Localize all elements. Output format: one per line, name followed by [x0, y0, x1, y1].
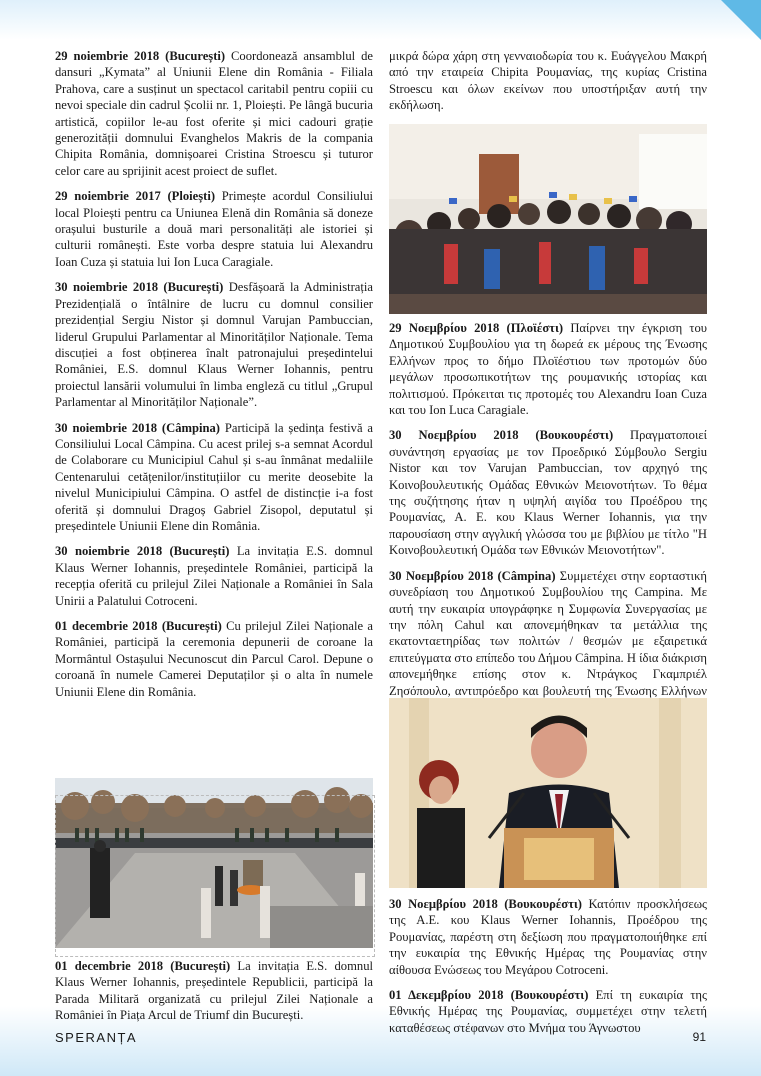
entry-text: Desfășoară la Administrația Prezidențială o întâlnire de lucru cu domnul consilier prezidențial Sergiu Nistor și domnul Varujan Pambuccian, liderul Grupului Parlamentar al Minorităților Naționale. Tema discuției a fost obținerea înalt patronajului președintelui României, E.S. domnul Klaus Werner Iohannis, pentru proiectul lansării volumului în limba engleză cu titlul „Grupul Parlamentar al Minorităților Naționale”. — [55, 280, 373, 410]
entry-text: Επί τη ευκαιρία της Εθνικής Ημέρας της Ρουμανίας, συμμετέχει στην τελετή καταθέσεως στέφανων στο Μνήμα του Άγνωστου — [389, 988, 707, 1035]
entry-paragraph — [389, 320, 707, 418]
entry-date: 30 noiembrie 2018 (Câmpina) — [55, 420, 220, 435]
entry-date: 30 noiembrie 2018 (București) — [55, 280, 224, 295]
entry-text: Κατόπιν προσκλήσεως της Α.Ε. κου Klaus Werner Iohannis, Προέδρου της Ρουμανίας, παρέστη στη δεξίωση που πραγματοποιήθηκε επί την ευκαιρία της Εθνικής Ημέρας της Ρουμανίας στην αίθουσα Ενώσεως του Μεγάρου Cotroceni. — [389, 897, 707, 977]
entry-paragraph — [55, 420, 373, 535]
speaker-photo — [389, 698, 707, 888]
entry-text: Primește acordul Consiliului local Ploiești pentru ca Uniunea Elenă din România să doneze orașului busturile a două mari personalități ale istoriei și culturii românești. Este vorba despre statuia lui Alexandru Ioan Cuza și statuia lui Ion Luca Caragiale. — [55, 189, 373, 269]
entry-date: 29 noiembrie 2017 (Ploiești) — [55, 189, 216, 204]
entry-date: 01 decembrie 2018 (București) — [55, 619, 222, 633]
ceremony-photo — [55, 778, 373, 948]
entry-text: La invitația E.S. domnul Klaus Werner Iohannis, președintele Republicii, participă la Parada Militară organizată cu prilejul Zilei Naționale a României în Piața Arcul de Triumf din București. — [55, 959, 373, 1023]
entry-paragraph — [389, 987, 707, 1036]
entry-paragraph — [55, 279, 373, 410]
entry-text: Participă la ședința festivă a Consiliului Local Câmpina. Cu acest prilej s-a semnat Acordul de Colaborare cu Municipiul Cahul și s-au înmânat medaliile Centenarului cetățenilor/instituțiilor cu merite deosebite la nivelul Municipiului Câmpina. O astfel de distincție i-a fost oferită și domnului Dragoș Gabriel Zisopol, deputatul și președintele Uniunii Elene din România. — [55, 420, 373, 533]
entry-text: La invitația E.S. domnul Klaus Werner Iohannis, președintele României, participă la recepția oferită cu prilejul Zilei Naționale a României în Sala Unirii a Palatului Cotroceni. — [55, 544, 373, 608]
entry-text: Πραγματοποιεί συνάντηση εργασίας με τον Προεδρικό Σύμβουλο Sergiu Nistor και τον Varujan Pambuccian, τον αρχηγό της Κοινοβουλευτικής Ομάδας Εθνικών Μειονοτήτων. Το θέμα της συζήτησης ήταν η υψηλή αιγίδα του Προέδρου της Ρουμανίας, Α. Ε. κου Klaus Werner Iohannis, για την παρουσίαση στην αγγλική γλώσσα του με βιβλίου με τίτλο "Η Κοινοβουλευτική Ομάδα των Εθνικών Μειονοτήτων". — [389, 428, 708, 558]
entry-date: 30 Νοεμβρίου 2018 (Βουκουρέστι) — [389, 428, 614, 443]
entry-text: Coordonează ansamblul de dansuri „Kymata” al Uniunii Elene din România - Filiala Prahova, care a susținut un spectacol caritabil pentru copiii cu nevoi speciale din cadrul Școlii nr. 1, Ploiești. Pe lângă bucuria artistică, copiilor le-au fost oferite și mici cadouri grație generozității domnului Evanghelos Makris de la compania Chipita România, domnișoarei Cristina Stroescu și tuturor celor care au sprijinit acest proiect de suflet. — [55, 49, 373, 178]
page-number: 91 — [692, 1030, 706, 1044]
entry-date: 01 Δεκεμβρίου 2018 (Βουκουρέστι) — [389, 988, 589, 1003]
entry-paragraph — [55, 543, 373, 609]
entry-text: Cu prilejul Zilei Naționale a României, participă la ceremonia depunerii de coroane la Mormântul Ostașului Necunoscut din Parcul Carol. Depune o coroană în numele Camerei Deputaților și o alta în numele Uniunii Elene din România. — [55, 619, 373, 699]
entry-date: 30 noiembrie 2018 (București) — [55, 544, 230, 559]
top-band — [0, 0, 761, 40]
entry-date: 30 Νοεμβρίου 2018 (Βουκουρέστι) — [389, 897, 582, 911]
entry-paragraph — [389, 896, 707, 978]
entry-paragraph — [389, 427, 707, 558]
entry-paragraph — [55, 618, 373, 700]
left-bottom-text — [55, 958, 373, 1033]
magazine-name: SPERANȚA — [55, 1030, 138, 1045]
right-bottom-text — [389, 896, 707, 1045]
entry-text: μικρά δώρα χάρη στη γενναιοδωρία του κ. Ευάγγελου Μακρή από την εταιρεία Chipita Ρουμανίας, της κυρίας Cristina Stroescu και όλων εκείνων που υποστήριξαν αυτή την εκδήλωση. — [389, 49, 707, 113]
entry-text: Παίρνει την έγκριση του Δημοτικού Συμβουλίου για τη δωρεά εκ μέρους της Ένωσης Ελλήνων προς το δήμο Πλοϊέστιου των προτομών δύο μεγάλων προσωπικοτήτων της ρουμανικής ιστορίας και πολιτισμού. Πρόκειται τις προτομές του Alexandru Ioan Cuza και του Ion Luca Caragiale. — [389, 321, 708, 418]
entry-date: 30 Νοεμβρίου 2018 (Câmpina) — [389, 568, 556, 583]
entry-paragraph — [389, 568, 707, 716]
left-column — [55, 48, 373, 709]
right-top-text — [389, 48, 707, 123]
entry-date: 29 Νοεμβρίου 2018 (Πλοϊέστι) — [389, 321, 564, 335]
entry-paragraph — [55, 958, 373, 1024]
right-middle-text — [389, 320, 707, 724]
entry-paragraph — [55, 188, 373, 270]
entry-text: Συμμετέχει στην εορταστική συνεδρίαση του Δημοτικού Συμβουλίου της Campina. Με αυτή την ευκαιρία υπογράφηκε η Συμφωνία Συνεργασίας με την πόλη Cahul και απονεμήθηκαν τα μετάλλια της εκατονταετηρίδας των πολιτών / θεσμών με εξαιρετικά επιτεύγματα στο επίπεδο του Δήμου Câmpina. Η ίδια διάκριση απονεμήθηκε επίσης στον κ. Ντράγκος Γκαμπριέλ Ζησόπουλο, αντιπρόεδρο και βουλευτή της Ένωσης Ελλήνων — [389, 568, 708, 698]
entry-paragraph — [55, 48, 373, 179]
entry-date: 01 decembrie 2018 (București) — [55, 959, 231, 973]
children-group-photo — [389, 124, 707, 314]
entry-date: 29 noiembrie 2018 (București) — [55, 49, 226, 63]
